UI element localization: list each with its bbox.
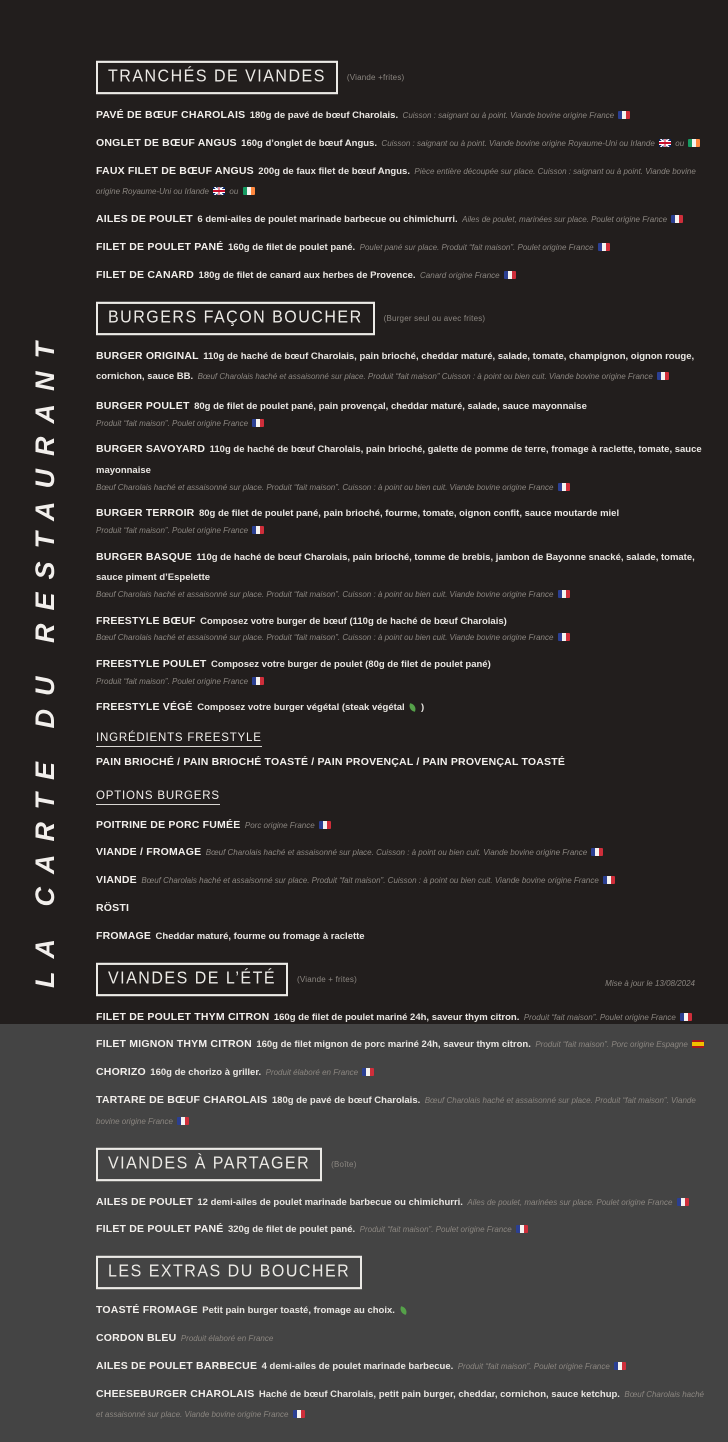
menu-item-name: BURGER ORIGINAL	[96, 349, 199, 362]
menu-item-name: VIANDE	[96, 874, 137, 887]
menu-item-row	[96, 610, 708, 644]
menu-item-name: FILET MIGNON THYM CITRON	[96, 1038, 252, 1051]
flag-france-icon	[558, 483, 570, 491]
menu-item-row	[96, 1327, 708, 1348]
section-header	[96, 62, 708, 93]
flag-ireland-icon	[688, 139, 700, 147]
menu-item-fine-print: Canard origine France	[420, 271, 518, 280]
menu-item-row	[96, 1355, 708, 1376]
menu-item-name: VIANDE / FROMAGE	[96, 846, 202, 859]
menu-item-fine-print: Produit “fait maison”. Porc origine Espagne	[535, 1040, 706, 1049]
menu-item-row	[96, 208, 708, 229]
menu-item-description: 110g de haché de bœuf Charolais, pain brioché, tomme de brebis, jambon de Bayonne snacké, salade, tomate, sauce piment d’Espelette	[96, 551, 695, 584]
menu-vertical-title: LA CARTE DU RESTAURANT	[30, 329, 60, 988]
menu-item-fine-print: Bœuf Charolais haché et assaisonné sur place. Cuisson : à point ou bien cuit. Viande bovine origine France	[206, 848, 606, 857]
menu-item-name: FAUX FILET DE BŒUF ANGUS	[96, 164, 254, 177]
flag-france-icon	[598, 243, 610, 251]
flag-france-icon	[603, 876, 615, 884]
flag-france-icon	[591, 848, 603, 856]
menu-item-row	[96, 1033, 708, 1054]
menu-item-fine-print: Bœuf Charolais haché et assaisonné sur place. Produit “fait maison”. Cuisson : à point ou bien cuit. Viande bovine origine France	[96, 590, 708, 600]
flag-france-icon	[558, 590, 570, 598]
menu-item-row	[96, 264, 708, 285]
menu-item-description: 12 demi-ailes de poulet marinade barbecue ou chimichurri.	[197, 1196, 463, 1208]
subsection-title: OPTIONS BURGERS	[96, 790, 220, 805]
flag-france-icon	[252, 677, 264, 685]
menu-item-row	[96, 653, 708, 687]
menu-item-description: 160g d’onglet de bœuf Angus.	[241, 137, 377, 149]
menu-item-name: CORDON BLEU	[96, 1332, 177, 1345]
menu-item-name: FROMAGE	[96, 929, 152, 942]
flag-france-icon	[671, 215, 683, 223]
menu-item-name: TARTARE DE BŒUF CHAROLAIS	[96, 1094, 268, 1107]
section-title: VIANDES À PARTAGER	[96, 1147, 322, 1180]
menu-item-row	[96, 841, 708, 862]
menu-item-description: Petit pain burger toasté, fromage au choix.	[202, 1305, 408, 1316]
menu-item-fine-print: Ailes de poulet, marinées sur place. Poulet origine France	[462, 215, 685, 224]
menu-item-name: BURGER SAVOYARD	[96, 443, 206, 456]
menu-item-fine-print: Cuisson : saignant ou à point. Viande bovine origine Royaume-Uni ou Irlande ou	[381, 139, 702, 148]
menu-item-description: 200g de faux filet de bœuf Angus.	[258, 165, 410, 177]
menu-item-fine-print: Bœuf Charolais haché et assaisonné sur place. Produit “fait maison” Cuisson : à point ou bien cuit. Viande bovine origine France	[198, 372, 671, 381]
menu-item-description: 110g de haché de bœuf Charolais, pain brioché, cheddar maturé, salade, tomate, champignon, oignon rouge, cornichon, sauce BB.	[96, 350, 695, 383]
menu-item-description: 180g de filet de canard aux herbes de Provence.	[198, 269, 416, 281]
menu-item-fine-print: Produit “fait maison”. Poulet origine France	[360, 1225, 530, 1234]
flag-france-icon	[293, 1410, 305, 1418]
subsection-title: INGRÉDIENTS FREESTYLE	[96, 732, 262, 747]
menu-item-fine-print: Produit “fait maison”. Poulet origine France	[524, 1013, 694, 1022]
menu-item-name: FILET DE POULET THYM CITRON	[96, 1010, 270, 1023]
menu-item-fine-print: Bœuf Charolais haché et assaisonné sur place. Produit “fait maison”. Cuisson : à point ou bien cuit. Viande bovine origine France	[96, 483, 708, 493]
menu-item-description: Composez votre burger de bœuf (110g de haché de bœuf Charolais)	[200, 615, 507, 627]
menu-item-name: BURGER POULET	[96, 400, 190, 413]
flag-france-icon	[177, 1117, 189, 1125]
menu-item-fine-print: Porc origine France	[245, 821, 333, 830]
menu-item-row	[96, 132, 708, 153]
menu-item-fine-print: Bœuf Charolais haché et assaisonné sur place. Produit “fait maison”. Cuisson : à point ou bien cuit. Viande bovine origine France	[96, 633, 708, 643]
flag-france-icon	[558, 633, 570, 641]
flag-france-icon	[677, 1198, 689, 1206]
menu-sections	[96, 58, 708, 1442]
menu-item-fine-print: Bœuf Charolais haché et assaisonné sur place. Viande bovine origine France	[96, 1389, 704, 1420]
menu-item-description: 4 demi-ailes de poulet marinade barbecue.	[261, 1360, 454, 1372]
menu-item-name: FILET DE POULET PANÉ	[96, 1223, 224, 1236]
section-header	[96, 303, 708, 334]
menu-item-name: POITRINE DE PORC FUMÉE	[96, 818, 241, 831]
section-note: (Viande +frites)	[346, 73, 405, 82]
menu-item-name: TOASTÉ FROMAGE	[96, 1304, 198, 1317]
menu-item-description: 80g de filet de poulet pané, pain brioché, fourme, tomate, oignon confit, sauce moutarde miel	[198, 508, 620, 520]
flag-france-icon	[252, 526, 264, 534]
section-note: (Burger seul ou avec frites)	[383, 313, 486, 323]
menu-item-row	[96, 1061, 708, 1082]
menu-item-row	[96, 395, 708, 429]
flag-france-icon	[618, 111, 630, 119]
menu-item-row	[96, 160, 708, 202]
menu-item-row	[96, 925, 708, 946]
menu-item-description: 160g de filet mignon de porc mariné 24h, saveur thym citron.	[256, 1039, 531, 1051]
menu-item-description: 180g de pavé de bœuf Charolais.	[271, 1095, 421, 1107]
menu-item-fine-print: Produit “fait maison”. Poulet origine France	[458, 1362, 628, 1371]
menu-item-description: 110g de haché de bœuf Charolais, pain brioché, galette de pomme de terre, fromage à raclette, tomate, sauce mayonnaise	[96, 444, 702, 477]
menu-item-row	[96, 897, 708, 918]
menu-item-fine-print: Produit “fait maison”. Poulet origine France	[96, 419, 708, 429]
flag-united-kingdom-icon	[659, 139, 671, 147]
menu-item-name: AILES DE POULET	[96, 1195, 193, 1208]
menu-item-row	[96, 1299, 708, 1320]
menu-item-row	[96, 696, 708, 717]
menu-item-row	[96, 1006, 708, 1027]
flag-united-kingdom-icon	[213, 187, 225, 195]
menu-item-name: PAVÉ DE BŒUF CHAROLAIS	[96, 109, 246, 121]
menu-item-name: BURGER BASQUE	[96, 550, 192, 563]
menu-item-row	[96, 438, 708, 493]
section-title: BURGERS FAÇON BOUCHER	[96, 301, 375, 334]
menu-item-name: CHEESEBURGER CHAROLAIS	[96, 1387, 255, 1400]
last-updated-note: Mise à jour le 13/08/2024	[605, 979, 695, 988]
flag-france-icon	[252, 419, 264, 427]
section-title: LES EXTRAS DU BOUCHER	[96, 1256, 362, 1289]
menu-item-name: FREESTYLE POULET	[96, 657, 207, 670]
menu-item-row	[96, 546, 708, 601]
menu-item-row	[96, 236, 708, 257]
flag-spain-icon	[692, 1040, 704, 1048]
menu-item-name: FREESTYLE BŒUF	[96, 614, 196, 627]
menu-section	[96, 1257, 708, 1424]
section-header	[96, 1149, 708, 1180]
menu-item-row	[96, 1383, 708, 1425]
menu-item-description: 320g de filet de poulet pané.	[227, 1224, 356, 1236]
menu-item-fine-print: Produit élaboré en France	[266, 1068, 377, 1077]
menu-item-row	[96, 1191, 708, 1212]
menu-item-description: Composez votre burger de poulet (80g de filet de poulet pané)	[211, 658, 491, 670]
menu-item-name: BURGER TERROIR	[96, 507, 195, 520]
menu-item-description: 180g de pavé de bœuf Charolais.	[249, 110, 399, 121]
menu-item-fine-print: Pièce entière découpée sur place. Cuisson : saignant ou à point. Viande bovine origine Royaume-Uni ou Irlande ou	[96, 166, 696, 197]
leaf-icon	[399, 1306, 408, 1315]
ingredients-line: PAIN BRIOCHÉ / PAIN BRIOCHÉ TOASTÉ / PAIN PROVENÇAL / PAIN PROVENÇAL TOASTÉ	[96, 755, 566, 768]
menu-item-row	[96, 869, 708, 890]
menu-item-fine-print: Produit “fait maison”. Poulet origine France	[96, 526, 708, 536]
menu-item-description: 80g de filet de poulet pané, pain provençal, cheddar maturé, salade, sauce mayonnaise	[194, 401, 587, 413]
section-title: TRANCHÉS DE VIANDES	[96, 61, 338, 94]
menu-item-name: CHORIZO	[96, 1066, 146, 1079]
section-note: (Viande + frites)	[297, 974, 357, 984]
menu-section	[96, 1149, 708, 1240]
menu-section	[96, 964, 708, 1131]
menu-item-row	[96, 1089, 708, 1131]
section-header	[96, 1257, 708, 1288]
menu-item-description: 160g de chorizo à griller.	[150, 1067, 262, 1079]
leaf-icon	[409, 703, 418, 712]
menu-item-description: Composez votre burger végétal (steak végétal )	[197, 701, 425, 713]
menu-item-description: 6 demi-ailes de poulet marinade barbecue ou chimichurri.	[197, 214, 458, 226]
menu-item-fine-print: Produit “fait maison”. Poulet origine France	[96, 677, 708, 687]
menu-item-row	[96, 345, 708, 387]
menu-item-fine-print: Produit élaboré en France	[180, 1334, 274, 1344]
menu-section	[96, 62, 708, 285]
menu-item-name: AILES DE POULET BARBECUE	[96, 1359, 258, 1372]
menu-item-description: Haché de bœuf Charolais, petit pain burger, cheddar, cornichon, sauce ketchup.	[258, 1388, 620, 1400]
menu-item-row	[96, 814, 708, 835]
menu-item-name: RÖSTI	[96, 902, 130, 915]
menu-item-name: FILET DE CANARD	[96, 268, 195, 281]
menu-item-name: ONGLET DE BŒUF ANGUS	[96, 136, 237, 149]
flag-france-icon	[504, 271, 516, 279]
menu-item-fine-print: Cuisson : saignant ou à point. Viande bovine origine France	[403, 111, 633, 120]
menu-item-description: 160g de filet de poulet mariné 24h, saveur thym citron.	[273, 1011, 520, 1023]
menu-item-row	[96, 1218, 708, 1239]
flag-france-icon	[516, 1225, 528, 1233]
flag-france-icon	[657, 372, 669, 380]
flag-france-icon	[362, 1068, 374, 1076]
section-title: VIANDES DE L’ÉTÉ	[96, 962, 288, 995]
flag-ireland-icon	[243, 187, 255, 195]
menu-section	[96, 303, 708, 946]
flag-france-icon	[680, 1013, 692, 1021]
menu-item-name: AILES DE POULET	[96, 213, 193, 226]
flag-france-icon	[319, 821, 331, 829]
menu-item-name: FILET DE POULET PANÉ	[96, 240, 224, 253]
menu-item-fine-print: Bœuf Charolais haché et assaisonné sur place. Produit “fait maison”. Viande bovine origine France	[96, 1096, 696, 1126]
menu-item-row	[96, 104, 708, 125]
menu-item-fine-print: Bœuf Charolais haché et assaisonné sur place. Produit “fait maison”. Cuisson : à point ou bien cuit. Viande bovine origine France	[141, 876, 617, 885]
menu-item-description: 160g de filet de poulet pané.	[227, 241, 356, 253]
menu-item-name: FREESTYLE VÉGÉ	[96, 700, 193, 713]
section-note: (Boîte)	[331, 1159, 357, 1169]
flag-france-icon	[614, 1362, 626, 1370]
menu-item-row	[96, 502, 708, 536]
menu-item-fine-print: Ailes de poulet, marinées sur place. Poulet origine France	[467, 1198, 690, 1207]
menu-item-description: Cheddar maturé, fourme ou fromage à raclette	[155, 930, 365, 942]
menu-item-fine-print: Poulet pané sur place. Produit “fait maison”. Poulet origine France	[360, 243, 612, 252]
